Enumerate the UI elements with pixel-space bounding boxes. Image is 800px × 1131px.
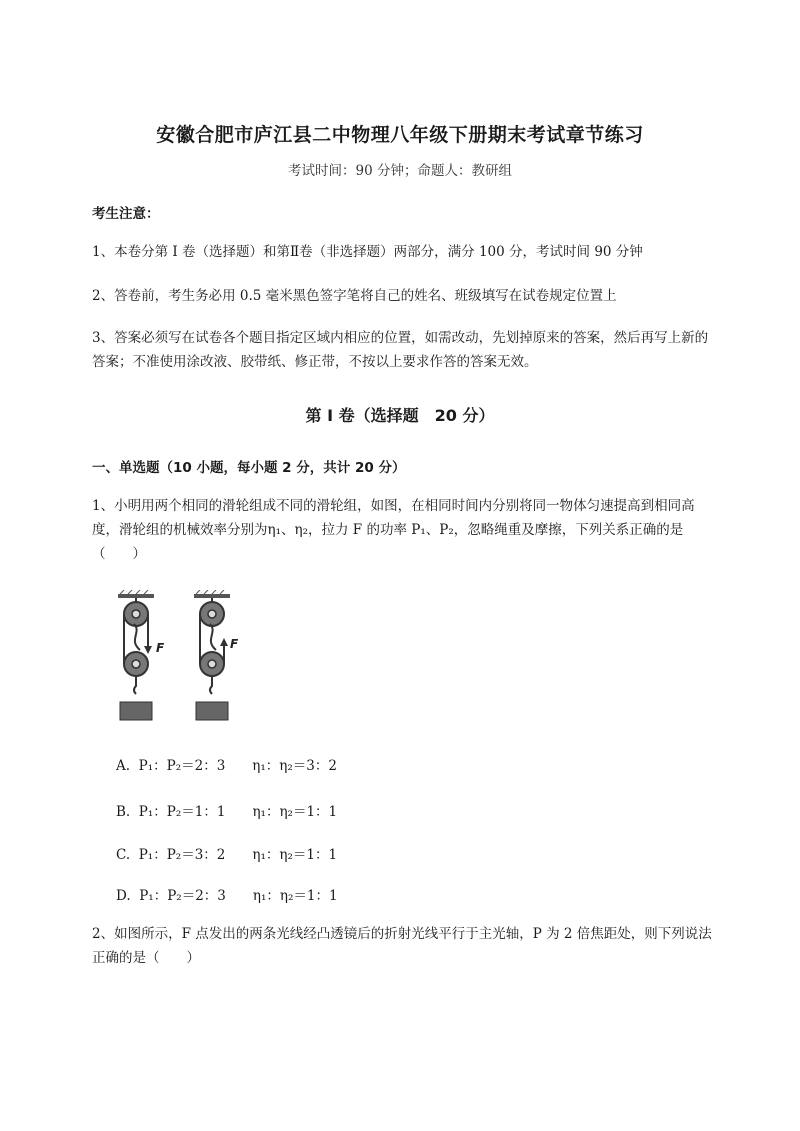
question-1-text: 1、小明用两个相同的滑轮组成不同的滑轮组，如图，在相同时间内分别将同一物体匀速提高到相同高度，滑轮组的机械效率分别为η₁、η₂，拉力 F 的功率 P₁、P₂，忽略绳重及摩擦，下列关系正确的是（ ） bbox=[92, 498, 695, 562]
exam-subtitle: 考试时间：90 分钟；命题人：教研组 bbox=[288, 163, 512, 179]
pulley-diagram bbox=[112, 590, 252, 730]
force-label-right: F bbox=[230, 637, 239, 651]
question-2-text: 2、如图所示，F 点发出的两条光线经凸透镜后的折射光线平行于主光轴，P 为 2 倍焦距处，则下列说法正确的是（ ） bbox=[92, 926, 712, 966]
notice-heading: 考生注意： bbox=[92, 206, 160, 222]
notice-item-2: 2、答卷前，考生务必用 0.5 毫米黑色签字笔将自己的姓名、班级填写在试卷规定位置上 bbox=[92, 288, 617, 304]
exam-title: 安徽合肥市庐江县二中物理八年级下册期末考试章节练习 bbox=[156, 124, 644, 146]
pulley-figure bbox=[112, 590, 252, 730]
section-title: 第 I 卷（选择题 20 分） bbox=[305, 406, 495, 425]
option-a[interactable]: A. P₁：P₂＝2：3 η₁：η₂＝3：2 bbox=[116, 758, 337, 774]
option-d[interactable]: D. P₁：P₂＝2：3 η₁：η₂＝1：1 bbox=[116, 888, 338, 904]
force-label-left: F bbox=[156, 641, 165, 655]
notice-item-1: 1、本卷分第 I 卷（选择题）和第Ⅱ卷（非选择题）两部分，满分 100 分，考试时间 90 分钟 bbox=[92, 244, 643, 260]
option-c[interactable]: C. P₁：P₂＝3：2 η₁：η₂＝1：1 bbox=[116, 847, 338, 863]
part-heading: 一、单选题（10 小题，每小题 2 分，共计 20 分） bbox=[92, 460, 406, 476]
notice-item-3: 3、答案必须写在试卷各个题目指定区域内相应的位置，如需改动，先划掉原来的答案，然后再写上新的答案；不准使用涂改液、胶带纸、修正带，不按以上要求作答的答案无效。 bbox=[92, 330, 709, 370]
option-b[interactable]: B. P₁：P₂＝1：1 η₁：η₂＝1：1 bbox=[116, 804, 338, 820]
